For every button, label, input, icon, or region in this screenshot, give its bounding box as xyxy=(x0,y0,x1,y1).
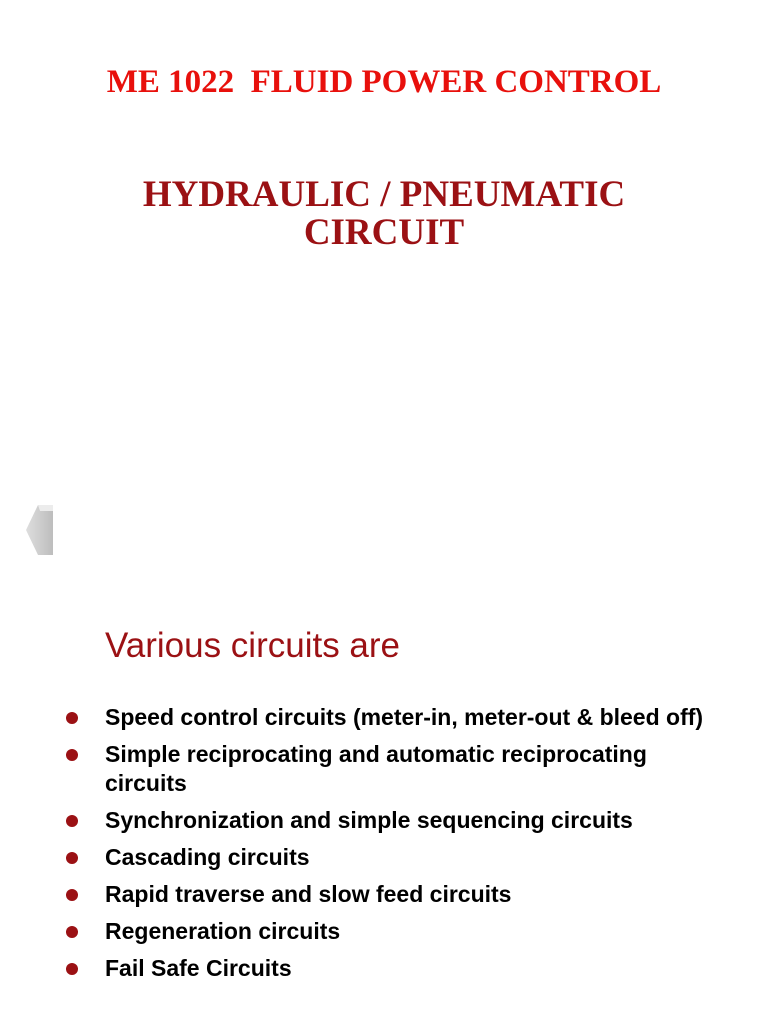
bullet-icon xyxy=(66,926,78,938)
list-item-text: Cascading circuits xyxy=(105,844,310,870)
bullet-icon xyxy=(66,852,78,864)
section-heading: Various circuits are xyxy=(105,626,401,665)
bullet-icon xyxy=(66,749,78,761)
list-item xyxy=(0,880,768,909)
bullet-icon xyxy=(66,889,78,901)
bullet-icon xyxy=(66,712,78,724)
slide-heading xyxy=(0,176,768,252)
list-item xyxy=(0,703,768,732)
course-title: ME 1022 FLUID POWER CONTROL xyxy=(106,64,662,100)
back-arrow-icon[interactable] xyxy=(26,505,53,555)
slide-heading-line-2: CIRCUIT xyxy=(303,212,465,253)
slide-heading-line-1: HYDRAULIC / PNEUMATIC xyxy=(142,174,626,215)
list-item-text: Rapid traverse and slow feed circuits xyxy=(105,881,512,907)
list-item-text: Fail Safe Circuits xyxy=(105,955,292,981)
bullet-icon xyxy=(66,963,78,975)
bullet-icon xyxy=(66,815,78,827)
list-item xyxy=(0,740,768,798)
list-item xyxy=(0,917,768,946)
list-item-text: Synchronization and simple sequencing circuits xyxy=(105,807,633,833)
list-item-text: Speed control circuits (meter-in, meter-out & bleed off) xyxy=(105,704,704,730)
list-item xyxy=(0,843,768,872)
list-item-text: Regeneration circuits xyxy=(105,918,341,944)
list-item xyxy=(0,806,768,835)
circuits-list xyxy=(0,703,768,991)
list-item xyxy=(0,954,768,983)
list-item-text: Simple reciprocating and automatic reciprocating circuits xyxy=(105,741,647,796)
